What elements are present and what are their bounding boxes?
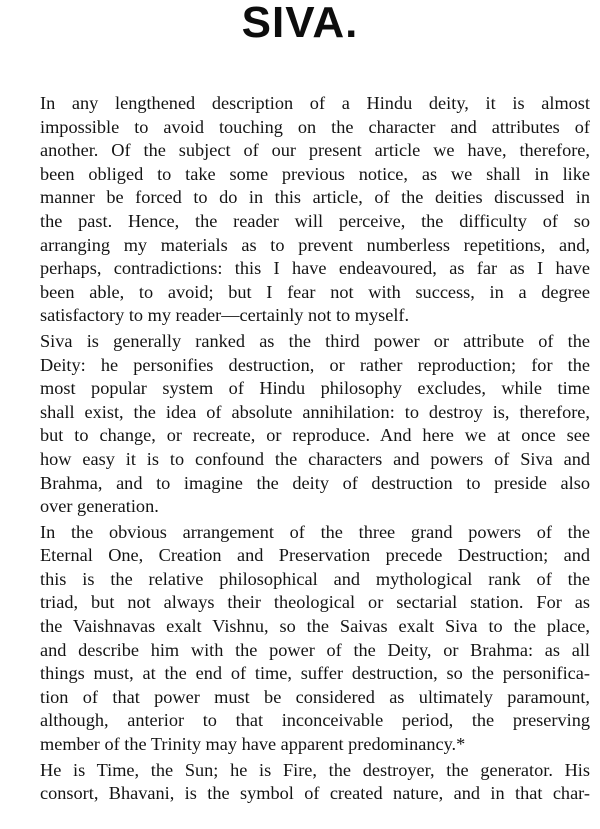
text-line: member of the Trinity may have apparent predominancy.*: [40, 734, 466, 755]
text-line: most popular system of Hindu philosophy excludes, while time: [40, 378, 590, 399]
paragraph: [40, 330, 590, 519]
text-line: tion of that power must be considered as ultimately paramount,: [40, 686, 590, 707]
text-line: Siva is generally ranked as the third power or attribute of the: [40, 330, 590, 351]
text-line: Eternal One, Creation and Preservation precede Destruction; and: [40, 545, 590, 566]
text-line: In any lengthened description of a Hindu deity, it is almost: [40, 93, 590, 113]
text-line: perhaps, contradictions: this I have endeavoured, as far as I have: [40, 258, 590, 279]
text-line: but to change, or recreate, or reproduce. And here we at once see: [40, 425, 590, 446]
text-line: impossible to avoid touching on the character and attributes of: [40, 116, 590, 137]
paragraph: [40, 759, 590, 806]
text-line: been obliged to take some previous notice, as we shall in like: [40, 163, 590, 184]
text-line: this is the relative philosophical and mythological rank of the: [40, 568, 590, 589]
text-line: been able, to avoid; but I fear not with success, in a degree: [40, 281, 590, 302]
text-line: manner be forced to do in this article, of the deities discussed in: [40, 187, 590, 208]
text-line: Deity: he personifies destruction, or rather reproduction; for the: [40, 354, 590, 375]
text-line: consort, Bhavani, is the symbol of created nature, and in that char-: [40, 783, 590, 804]
text-line: satisfactory to my reader—certainly not to myself.: [40, 305, 410, 326]
text-line: In the obvious arrangement of the three grand powers of the: [40, 521, 590, 542]
text-line: shall exist, the idea of absolute annihilation: to destroy is, therefore,: [40, 401, 590, 422]
text-line: He is Time, the Sun; he is Fire, the destroyer, the generator. His: [40, 759, 590, 780]
text-line: although, anterior to that inconceivable period, the preserving: [40, 710, 590, 731]
page-title: SIVA.: [241, 0, 359, 47]
text-line: things must, at the end of time, suffer destruction, so the personifica-: [40, 663, 590, 684]
text-line: and describe him with the power of the Deity, or Brahma: as all: [40, 639, 590, 660]
text-line: arranging my materials as to prevent numberless repetitions, and,: [40, 234, 590, 255]
paragraph: [40, 521, 590, 757]
text-line: the past. Hence, the reader will perceive, the difficulty of so: [40, 210, 590, 231]
text-line: the Vaishnavas exalt Vishnu, so the Saivas exalt Siva to the place,: [40, 616, 590, 637]
text-line: another. Of the subject of our present article we have, therefore,: [40, 140, 590, 161]
article-body: [40, 92, 590, 808]
text-line: triad, but not always their theological or sectarial station. For as: [40, 592, 590, 613]
paragraph: [40, 92, 590, 328]
text-line: Brahma, and to imagine the deity of destruction to preside also: [40, 472, 590, 493]
text-line: over generation.: [40, 496, 159, 517]
text-line: how easy it is to confound the characters and powers of Siva and: [40, 448, 590, 469]
